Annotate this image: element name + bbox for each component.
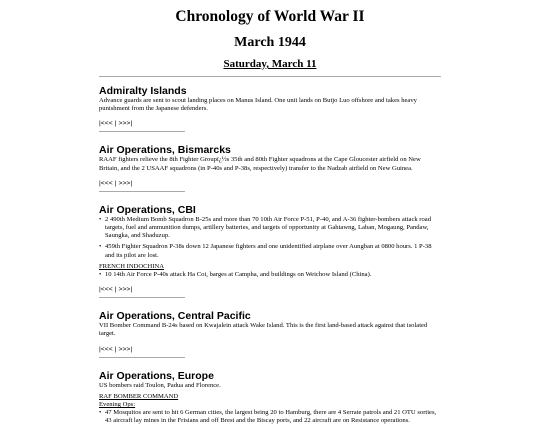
last-link[interactable]: >>| bbox=[122, 179, 133, 187]
sub-heading: RAF BOMBER COMMAND bbox=[99, 392, 179, 400]
item-list bbox=[99, 409, 439, 425]
item-list bbox=[99, 216, 439, 260]
next-link[interactable]: > bbox=[118, 179, 123, 187]
first-link[interactable]: |<< bbox=[99, 345, 109, 353]
content bbox=[99, 76, 439, 429]
first-link[interactable]: |<< bbox=[99, 286, 109, 294]
section-air-operations-bismarcks bbox=[99, 144, 439, 191]
divider bbox=[99, 297, 185, 298]
page-title: Chronology of World War II bbox=[175, 8, 365, 25]
section-body: RAAF fighters relieve the 8th Fighter Groupï¿½s 35th and 80th Fighter squadrons at the Cape Gloucester airfield on New Britain, and the 2 USAAF squadrons (in P-40s and P-38s, respectively) transfer to the Nadzab airfield on New Guinea. bbox=[99, 156, 421, 172]
item-list bbox=[99, 271, 439, 279]
list-item: • 47 Mosquitos are sent to hit 6 German cities, the largest being 20 to Hamburg, there are 4 Serrate patrols and 21 OTU sorties, 43 aircraft lay mines in the Frisians and off Brest and the Biscay ports, and 22 aircraft are on Resistance operations. bbox=[99, 409, 439, 425]
first-link[interactable]: |<< bbox=[99, 179, 109, 187]
first-link[interactable]: |<< bbox=[99, 120, 109, 128]
divider bbox=[99, 131, 185, 132]
section-title: Air Operations, Bismarcks bbox=[99, 144, 231, 157]
nav-separator: | bbox=[114, 179, 117, 187]
section-air-operations-cbi bbox=[99, 204, 439, 298]
prev-link[interactable]: < bbox=[108, 286, 113, 294]
nav-links bbox=[99, 120, 439, 128]
section-body: VII Bomber Command B-24s based on Kwajalein attack Wake Island. This is the first land-based attack against that isolated target. bbox=[99, 322, 428, 338]
sub-heading: FRENCH INDOCHINA bbox=[99, 262, 165, 270]
list-item: • 2 490th Medium Bomb Squadron B-25s and more than 70 10th Air Force P-51, P-40, and A-36 fighter-bombers attack road targets, fuel and ammunition dumps, artillery batteries, and targets of opportunity at Gahtawng, Laban, Mogaung, Pandaw, Saungka, and Shaduzup. bbox=[99, 216, 439, 241]
last-link[interactable]: >>| bbox=[122, 120, 133, 128]
next-link[interactable]: > bbox=[118, 120, 123, 128]
list-item: • 10 14th Air Force P-40s attack Ha Coi, barges at Campha, and buildings on Weichow Island (China). bbox=[99, 271, 439, 279]
last-link[interactable]: >>| bbox=[122, 286, 133, 294]
section-air-operations-central-pacific bbox=[99, 310, 439, 357]
section-title: Air Operations, Central Pacific bbox=[99, 310, 251, 323]
nav-separator: | bbox=[114, 345, 117, 353]
section-title: Admiralty Islands bbox=[99, 85, 187, 97]
divider bbox=[99, 191, 185, 192]
sub-label: Evening Ops: bbox=[99, 401, 136, 409]
section-title: Air Operations, CBI bbox=[99, 203, 196, 216]
prev-link[interactable]: < bbox=[108, 345, 113, 353]
list-item: • 459th Fighter Squadron P-38s down 12 Japanese fighters and one unidentified airplane over Aungban at 0800 hours. 1 P-38 and its pilot are lost. bbox=[99, 243, 439, 259]
section-body: Advance guards are sent to scout landing places on Manus Island. One unit lands on Butjo Luo offshore and takes heavy punishment from the Japanese defenders. bbox=[99, 97, 417, 113]
next-link[interactable]: > bbox=[118, 286, 123, 294]
last-link[interactable]: >>| bbox=[122, 345, 133, 353]
date-heading: Saturday, March 11 bbox=[223, 58, 317, 70]
section-body: US bombers raid Toulon, Padua and Florence. bbox=[99, 381, 221, 389]
page-subtitle: March 1944 bbox=[234, 35, 306, 50]
section-admiralty-islands bbox=[99, 85, 439, 132]
nav-separator: | bbox=[114, 286, 117, 294]
section-title: Air Operations, Europe bbox=[99, 369, 214, 382]
nav-links bbox=[99, 346, 439, 354]
section-air-operations-europe bbox=[99, 370, 439, 426]
next-link[interactable]: > bbox=[118, 345, 123, 353]
nav-separator: | bbox=[114, 120, 117, 128]
divider bbox=[99, 76, 441, 77]
divider bbox=[99, 357, 185, 358]
prev-link[interactable]: < bbox=[108, 120, 113, 128]
nav-links bbox=[99, 286, 439, 294]
nav-links bbox=[99, 180, 439, 188]
prev-link[interactable]: < bbox=[108, 179, 113, 187]
